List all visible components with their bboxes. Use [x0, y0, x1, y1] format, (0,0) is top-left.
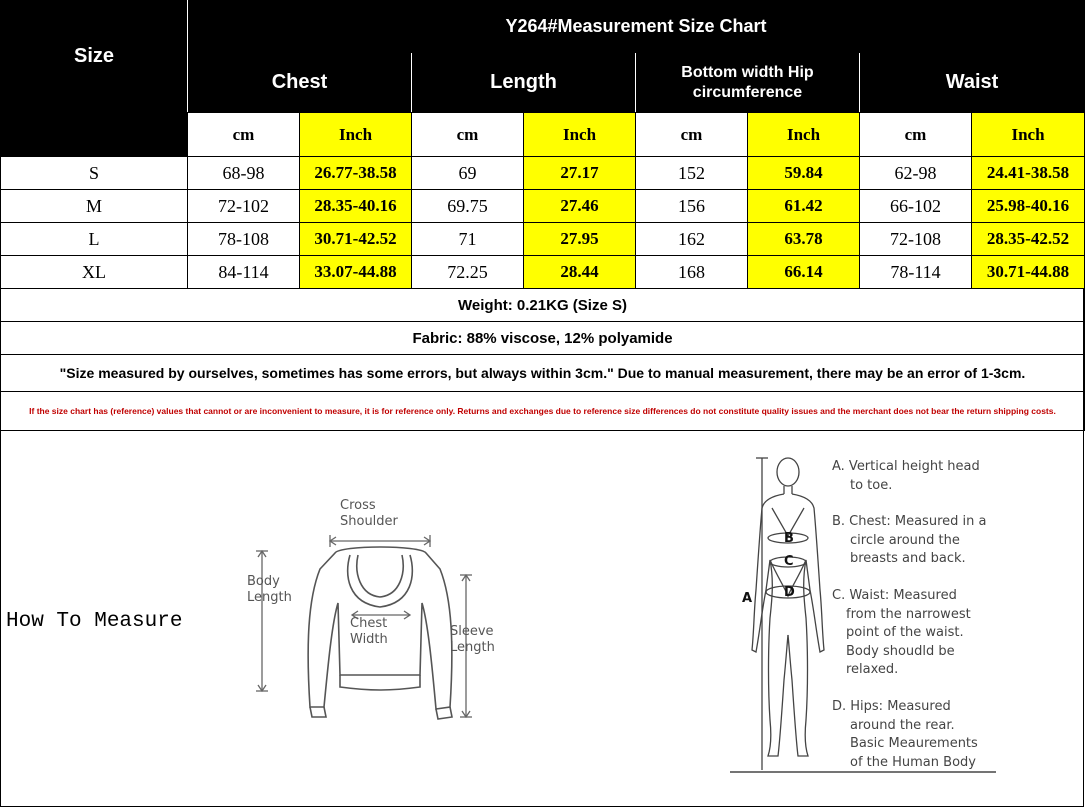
waist-cm: 72-108: [860, 223, 972, 256]
chest-width-label: Chest Width: [350, 616, 388, 647]
unit-inch: Inch: [300, 113, 412, 157]
size-label: L: [1, 223, 188, 256]
unit-cm: cm: [636, 113, 748, 157]
letter-d: D: [784, 585, 795, 600]
hip-inch: 66.14: [748, 256, 860, 289]
letter-b: B: [784, 531, 794, 546]
how-to-measure-title: How To Measure: [6, 610, 183, 633]
size-header-spacer: [1, 113, 188, 157]
table-row: [1, 256, 1085, 289]
waist-inch: 28.35-42.52: [972, 223, 1085, 256]
length-cm: 71: [412, 223, 524, 256]
instruction-b: B. Chest: Measured in a circle around the breasts and back.: [832, 514, 987, 566]
cross-shoulder-label: Cross Shoulder: [340, 498, 398, 529]
hip-cm: 156: [636, 190, 748, 223]
chest-cm: 72-102: [188, 190, 300, 223]
table-row: [1, 190, 1085, 223]
chest-inch: 28.35-40.16: [300, 190, 412, 223]
length-header: Length: [412, 53, 636, 113]
instruction-a: A. Vertical height head to toe.: [832, 459, 980, 493]
body-length-label: Body Length: [247, 574, 292, 605]
chest-header: Chest: [188, 53, 412, 113]
unit-inch: Inch: [748, 113, 860, 157]
waist-header: Waist: [860, 53, 1085, 113]
sleeve-length-label: Sleeve Length: [450, 624, 495, 655]
size-label: XL: [1, 256, 188, 289]
hip-inch: 59.84: [748, 157, 860, 190]
hip-cm: 152: [636, 157, 748, 190]
letter-c: C: [784, 554, 794, 569]
length-cm: 69: [412, 157, 524, 190]
unit-cm: cm: [860, 113, 972, 157]
waist-inch: 25.98-40.16: [972, 190, 1085, 223]
length-cm: 69.75: [412, 190, 524, 223]
size-label: M: [1, 190, 188, 223]
chest-inch: 30.71-42.52: [300, 223, 412, 256]
chest-cm: 68-98: [188, 157, 300, 190]
chest-cm: 78-108: [188, 223, 300, 256]
unit-cm: cm: [412, 113, 524, 157]
error-note: "Size measured by ourselves, sometimes has some errors, but always within 3cm." Due to manual measurement, there may be an error of 1-3cm.: [1, 355, 1085, 392]
unit-inch: Inch: [972, 113, 1085, 157]
length-inch: 27.46: [524, 190, 636, 223]
length-inch: 27.17: [524, 157, 636, 190]
letter-a: A: [742, 591, 753, 606]
hip-cm: 168: [636, 256, 748, 289]
waist-cm: 62-98: [860, 157, 972, 190]
hip-inch: 61.42: [748, 190, 860, 223]
fabric-note: Fabric: 88% viscose, 12% polyamide: [1, 322, 1085, 355]
waist-cm: 78-114: [860, 256, 972, 289]
waist-inch: 30.71-44.88: [972, 256, 1085, 289]
hip-inch: 63.78: [748, 223, 860, 256]
instruction-d: D. Hips: Measured around the rear. Basic Meaurements of the Human Body: [832, 699, 978, 770]
chart-title: Y264#Measurement Size Chart: [188, 1, 1085, 53]
table-row: [1, 223, 1085, 256]
instruction-c: C. Waist: Measured from the narrowest point of the waist. Body shoudld be relaxed.: [832, 588, 971, 677]
table-row: [1, 157, 1085, 190]
waist-cm: 66-102: [860, 190, 972, 223]
disclaimer-note: If the size chart has (reference) values that cannot or are inconvenient to measure, it is for reference only. Returns and exchanges due to reference size differences do not constitute quality issues and the merchant does not bear the return shipping costs.: [1, 392, 1085, 431]
chest-cm: 84-114: [188, 256, 300, 289]
chest-inch: 33.07-44.88: [300, 256, 412, 289]
unit-inch: Inch: [524, 113, 636, 157]
hip-cm: 162: [636, 223, 748, 256]
length-cm: 72.25: [412, 256, 524, 289]
weight-note: Weight: 0.21KG (Size S): [1, 289, 1085, 322]
waist-inch: 24.41-38.58: [972, 157, 1085, 190]
chest-inch: 26.77-38.58: [300, 157, 412, 190]
length-inch: 28.44: [524, 256, 636, 289]
length-inch: 27.95: [524, 223, 636, 256]
size-header: Size: [1, 1, 188, 113]
unit-cm: cm: [188, 113, 300, 157]
size-label: S: [1, 157, 188, 190]
hip-header: Bottom width Hip circumference: [636, 53, 860, 113]
